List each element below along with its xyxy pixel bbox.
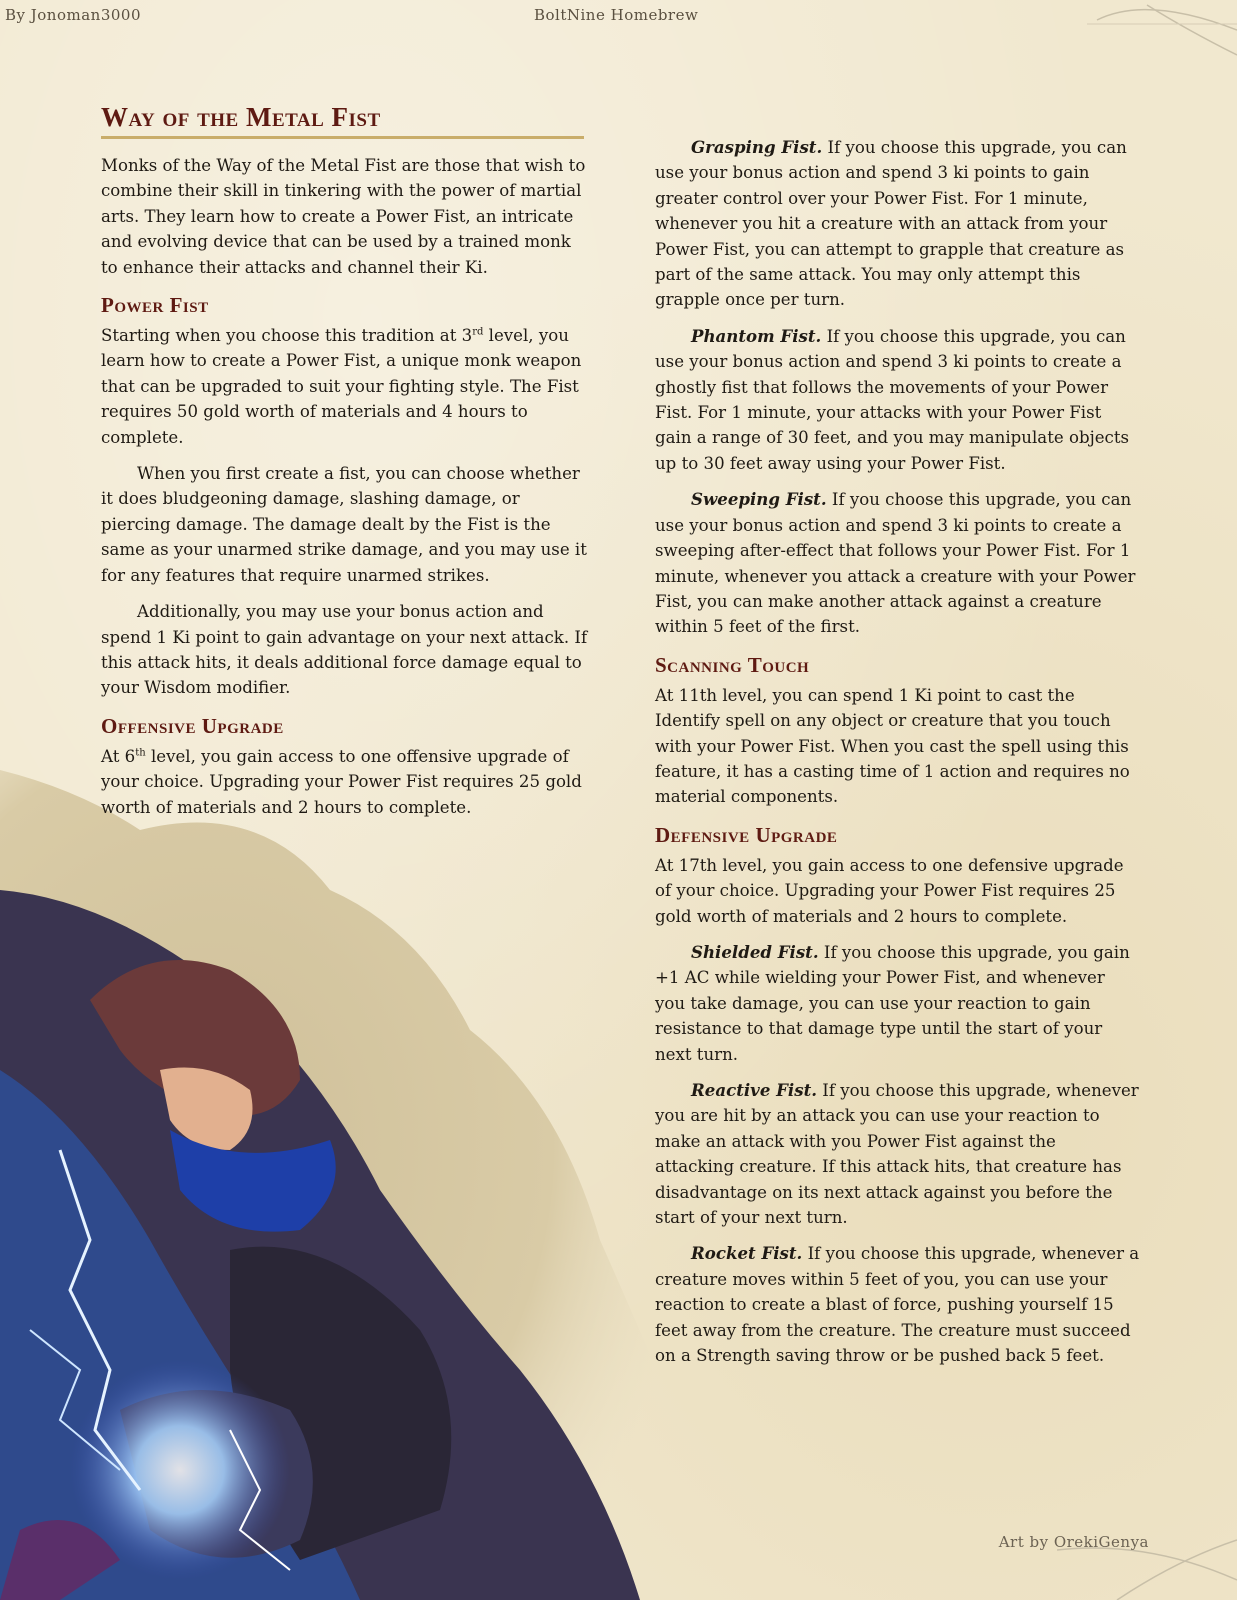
phantom-fist-paragraph: Phantom Fist. If you choose this upgrade, you can use your bonus action and spend 3 ki points to create a ghostly fist that follows the movements of your Power Fist. For 1 minute, your attacks with your Power Fist gain a range of 30 feet, and you may manipulate objects up to 30 feet away using your Power Fist. [655, 325, 1130, 473]
heading-power-fist: Power Fist [101, 293, 209, 318]
heading-defensive-upgrade: Defensive Upgrade [655, 822, 838, 847]
corner-ornament-top-right [1087, 0, 1237, 70]
header-author: By Jonoman3000 [5, 6, 142, 24]
page-title: Way of the Metal Fist [101, 100, 584, 139]
grasping-fist-paragraph: Grasping Fist. If you choose this upgrade, you can use your bonus action and spend 3 ki points to gain greater control over your Power Fist. For 1 minute, whenever you hit a creature with an attack from your Power Fist, you can attempt to grapple that creature as part of the same attack. You may only attempt this grapple once per turn. [655, 137, 1127, 310]
power-fist-paragraph-1: Starting when you choose this tradition at 3rd level, you learn how to create a Power Fist, a unique monk weapon that can be upgraded to suit your fighting style. The Fist requires 50 gold worth of materials and 4 hours to complete. [101, 326, 582, 447]
header-title: BoltNine Homebrew [534, 6, 699, 24]
power-fist-paragraph-3: Additionally, you may use your bonus action and spend 1 Ki point to gain advantage on your next attack. If this attack hits, it deals additional force damage equal to your Wisdom modifier. [101, 602, 588, 698]
shielded-fist-paragraph: Shielded Fist. If you choose this upgrade, you gain +1 AC while wielding your Power Fist, and whenever you take damage, you can use your reaction to gain resistance to that damage type until the start of your next turn. [655, 941, 1130, 1064]
defensive-upgrade-paragraph: At 17th level, you gain access to one defensive upgrade of your choice. Upgrading your Power Fist requires 25 gold worth of materials and 2 hours to complete. [655, 855, 1124, 926]
offensive-upgrade-paragraph: At 6th level, you gain access to one offensive upgrade of your choice. Upgrading your Power Fist requires 25 gold worth of materials and 2 hours to complete. [101, 746, 582, 817]
intro-paragraph: Monks of the Way of the Metal Fist are those that wish to combine their skill in tinkering with the power of martial arts. They learn how to create a Power Fist, an intricate and evolving device that can be used by a trained monk to enhance their attacks and channel their Ki. [101, 156, 586, 277]
scanning-touch-paragraph: At 11th level, you can spend 1 Ki point to cast the Identify spell on any object or creature that you touch with your Power Fist. When you cast the spell using this feature, it has a casting time of 1 action and requires no material components. [655, 685, 1130, 807]
monk-illustration [0, 770, 700, 1600]
right-column [655, 135, 1140, 1379]
heading-scanning-touch: Scanning Touch [655, 652, 810, 677]
rocket-fist-paragraph: Rocket Fist. If you choose this upgrade, whenever a creature moves within 5 feet of you, you can use your reaction to create a blast of force, pushing yourself 15 feet away from the creature. The creature must succeed on a Strength saving throw or be pushed back 5 feet. [655, 1243, 1140, 1366]
power-fist-paragraph-2: When you first create a fist, you can choose whether it does bludgeoning damage, slashing damage, or piercing damage. The damage dealt by the Fist is the same as your unarmed strike damage, and you may use it for any features that require unarmed strikes. [101, 464, 587, 585]
art-credit: Art by OrekiGenya [998, 1533, 1149, 1551]
left-column [101, 100, 591, 831]
reactive-fist-paragraph: Reactive Fist. If you choose this upgrade, whenever you are hit by an attack you can use your reaction to make an attack with you Power Fist against the attacking creature. If this attack hits, that creature has disadvantage on its next attack against you before the start of your next turn. [655, 1080, 1139, 1228]
heading-offensive-upgrade: Offensive Upgrade [101, 713, 284, 738]
sweeping-fist-paragraph: Sweeping Fist. If you choose this upgrade, you can use your bonus action and spend 3 ki points to create a sweeping after-effect that follows your Power Fist. For 1 minute, whenever you attack a creature with your Power Fist, you can make another attack against a creature within 5 feet of the first. [655, 489, 1136, 637]
